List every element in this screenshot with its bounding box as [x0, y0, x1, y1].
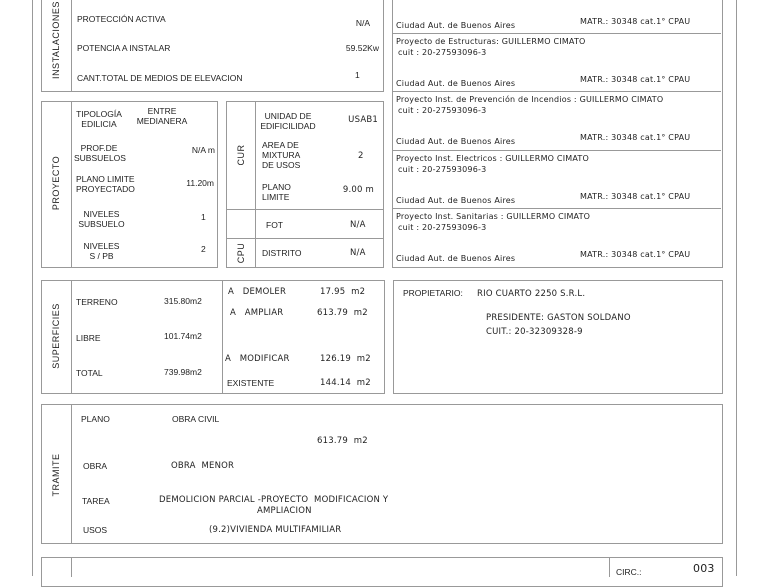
label-line: PROYECTADO [76, 184, 135, 194]
niv-sub-value: 1 [201, 212, 206, 222]
total-label: TOTAL [76, 368, 103, 378]
libre-label: LIBRE [76, 333, 101, 343]
entry-title: Proyecto Inst. Electricos : GUILLERMO CIMATO [396, 154, 589, 163]
entry-title: Proyecto de Estructuras: GUILLERMO CIMATO [396, 37, 586, 46]
entry-cuit: cuit : 20-27593096-3 [398, 165, 487, 174]
label-line: S / PB [89, 251, 114, 261]
label-line: LIMITE [262, 192, 290, 202]
divider [71, 0, 72, 91]
existente-label: EXISTENTE [227, 378, 275, 388]
row-value: N/A [355, 18, 370, 28]
unidad-value: USAB1 [348, 115, 378, 125]
propietario-cuit: CUIT.: 20-32309328-9 [486, 327, 583, 337]
plano-value: 11.20m [186, 178, 214, 188]
value-line: MEDIANERA [136, 116, 188, 126]
value-line: ENTRE [147, 106, 177, 116]
libre-value: 101.74m2 [164, 331, 202, 341]
profesional-entry [393, 151, 721, 209]
area-value: 2 [358, 151, 364, 161]
propietario-label: PROPIETARIO: [403, 288, 463, 298]
ampliar-value: 613.79 m2 [317, 308, 368, 318]
matricula: MATR.: 30348 cat.1° CPAU [580, 75, 691, 84]
presidente: PRESIDENTE: GASTON SOLDANO [486, 313, 631, 323]
usos-label: USOS [83, 525, 108, 535]
city: Ciudad Aut. de Buenos Aires [396, 137, 516, 146]
entry-title: Proyecto Inst. de Prevención de Incendios : GUILLERMO CIMATO [396, 95, 664, 104]
divider [226, 209, 383, 210]
label-line: AREA DE [262, 140, 299, 150]
tramite-box [41, 404, 723, 544]
divider [226, 238, 383, 239]
modificar-label: A MODIFICAR [225, 354, 290, 364]
circ-label: CIRC.: [616, 567, 642, 577]
row-value: 59.52Kw [345, 43, 379, 53]
plano-limite-value: 9.00 m [342, 185, 374, 195]
distrito-value: N/A [350, 248, 366, 258]
profesional-entry [393, 209, 721, 267]
row-value: 1 [355, 70, 360, 80]
divider [71, 404, 72, 543]
label-line: NIVELES [83, 241, 120, 251]
terreno-label: TERRENO [76, 297, 118, 307]
circ-value: 003 [693, 562, 715, 575]
matricula: MATR.: 30348 cat.1° CPAU [580, 250, 691, 259]
distrito-label: DISTRITO [262, 248, 302, 258]
usos-value: (9.2)VIVIENDA MULTIFAMILIAR [209, 525, 342, 535]
divider [71, 101, 72, 267]
total-value: 739.98m2 [164, 367, 202, 377]
propietario-name: RIO CUARTO 2250 S.R.L. [477, 289, 586, 299]
city: Ciudad Aut. de Buenos Aires [396, 254, 516, 263]
cur-label: CUR [236, 144, 246, 166]
cpu-label: CPU [236, 242, 246, 264]
profesional-entry [393, 92, 721, 150]
fot-label: FOT [266, 220, 283, 230]
divider [71, 557, 72, 577]
plano-value: OBRA CIVIL [172, 414, 220, 424]
plano-label: PLANO [81, 414, 110, 424]
label-line: SUBSUELO [78, 219, 125, 229]
city: Ciudad Aut. de Buenos Aires [396, 21, 516, 30]
divider [255, 101, 256, 267]
outer-frame-left [32, 0, 33, 576]
city: Ciudad Aut. de Buenos Aires [396, 196, 516, 205]
label-line: EDIFICILIDAD [260, 121, 316, 131]
fot-value: N/A [350, 220, 366, 230]
entry-cuit: cuit : 20-27593096-3 [398, 48, 487, 57]
prof-value: N/A m [191, 145, 215, 155]
profesional-entry [393, 34, 721, 92]
entry-title: Proyecto Inst. Sanitarias : GUILLERMO CIMATO [396, 212, 591, 221]
tarea-label: TAREA [82, 496, 110, 506]
entry-cuit: cuit : 20-27593096-3 [398, 223, 487, 232]
area-value: 613.79 m2 [317, 436, 368, 446]
row-label: PROTECCIÓN ACTIVA [77, 14, 166, 24]
divider [222, 280, 223, 393]
matricula: MATR.: 30348 cat.1° CPAU [580, 17, 691, 26]
label-line: DE USOS [262, 160, 301, 170]
city: Ciudad Aut. de Buenos Aires [396, 79, 516, 88]
demoler-value: 17.95 m2 [320, 287, 366, 297]
label-line: TIPOLOGÍA [76, 109, 122, 119]
tarea-value-2: AMPLIACION [257, 506, 312, 516]
modificar-value: 126.19 m2 [320, 354, 371, 364]
proyecto-label: PROYECTO [51, 155, 61, 211]
label-line: PLANO [262, 182, 291, 192]
divider [71, 280, 72, 393]
terreno-value: 315.80m2 [164, 296, 202, 306]
label-line: UNIDAD DE [264, 111, 312, 121]
existente-value: 144.14 m2 [320, 378, 371, 388]
label-line: MIXTURA [262, 150, 301, 160]
row-label: CANT.TOTAL DE MEDIOS DE ELEVACION [77, 73, 243, 83]
label-line: PLANO LIMITE [76, 174, 135, 184]
row-label: POTENCIA A INSTALAR [77, 43, 171, 53]
label-line: NIVELES [83, 209, 120, 219]
outer-frame-right [736, 0, 737, 576]
matricula: MATR.: 30348 cat.1° CPAU [580, 133, 691, 142]
superficies-label: SUPERFICIES [51, 303, 61, 369]
obra-value: OBRA MENOR [171, 461, 235, 471]
label-line: SUBSUELOS [74, 153, 126, 163]
label-line: EDILICIA [81, 119, 117, 129]
obra-label: OBRA [83, 461, 108, 471]
entry-cuit: cuit : 20-27593096-3 [398, 106, 487, 115]
divider [609, 557, 610, 577]
demoler-label: A DEMOLER [228, 287, 287, 297]
ampliar-label: A AMPLIAR [230, 308, 284, 318]
tarea-value: DEMOLICION PARCIAL -PROYECTO MODIFICACION Y [159, 495, 389, 505]
niv-pb-value: 2 [201, 244, 206, 254]
label-line: PROF.DE [80, 143, 118, 153]
tramite-label: TRAMITE [51, 453, 61, 497]
matricula: MATR.: 30348 cat.1° CPAU [580, 192, 691, 201]
instalaciones-label: INSTALACIONES [51, 1, 61, 79]
